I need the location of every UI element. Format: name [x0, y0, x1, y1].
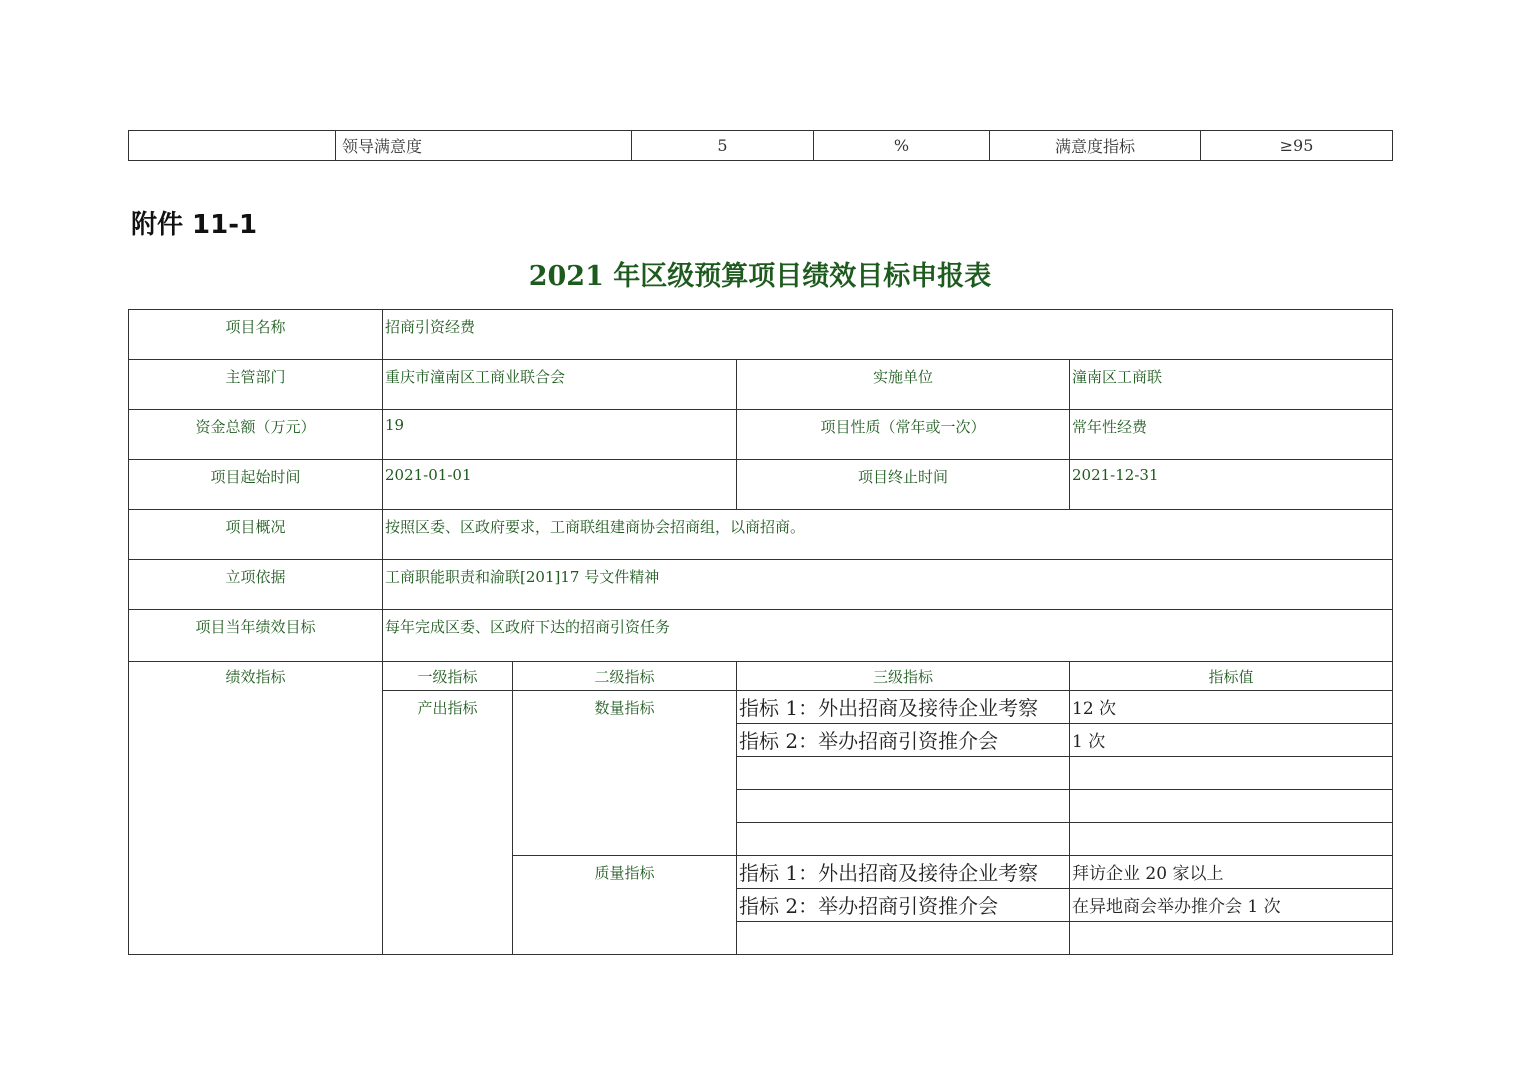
- basis-label: 立项依据: [129, 560, 383, 610]
- weight-cell: 5: [632, 131, 814, 161]
- table-row: [129, 310, 1393, 360]
- project-name-label: 项目名称: [129, 310, 383, 360]
- level3-indicator-cell: 指标 1：外出招商及接待企业考察: [737, 691, 1070, 724]
- overview-value: 按照区委、区政府要求，工商联组建商协会招商组，以商招商。: [383, 510, 1393, 560]
- quality-indicator-cell: 质量指标: [513, 856, 737, 955]
- indicator-value-cell: 在异地商会举办推介会 1 次: [1070, 889, 1393, 922]
- attachment-label: 附件 11-1: [131, 210, 258, 240]
- indicator-value-cell: [1070, 790, 1393, 823]
- impl-unit-value: 潼南区工商联: [1070, 360, 1393, 410]
- table-row: [129, 410, 1393, 460]
- unit-cell: %: [814, 131, 990, 161]
- level3-indicator-cell: 指标 2：举办招商引资推介会: [737, 889, 1070, 922]
- annual-goal-value: 每年完成区委、区政府下达的招商引资任务: [383, 610, 1393, 662]
- fund-value: 19: [383, 410, 737, 460]
- dept-value: 重庆市潼南区工商业联合会: [383, 360, 737, 410]
- quantity-indicator-cell: 数量指标: [513, 691, 737, 856]
- table-row: [129, 460, 1393, 510]
- nature-label: 项目性质（常年或一次）: [737, 410, 1070, 460]
- indicator-value-cell: [1070, 823, 1393, 856]
- end-time-value: 2021-12-31: [1070, 460, 1393, 510]
- empty-cell: [129, 131, 336, 161]
- indicator-value-cell: [1070, 757, 1393, 790]
- start-time-label: 项目起始时间: [129, 460, 383, 510]
- value-header: 指标值: [1070, 662, 1393, 691]
- budget-performance-form: [128, 309, 1393, 955]
- table-row: [129, 360, 1393, 410]
- table-row: [129, 662, 1393, 691]
- overview-label: 项目概况: [129, 510, 383, 560]
- level3-indicator-cell: [737, 790, 1070, 823]
- fund-label: 资金总额（万元）: [129, 410, 383, 460]
- level3-indicator-cell: 指标 2：举办招商引资推介会: [737, 724, 1070, 757]
- indicator-value-cell: [1070, 922, 1393, 955]
- start-time-value: 2021-01-01: [383, 460, 737, 510]
- performance-label: 绩效指标: [129, 662, 383, 955]
- dept-label: 主管部门: [129, 360, 383, 410]
- nature-value: 常年性经费: [1070, 410, 1393, 460]
- impl-unit-label: 实施单位: [737, 360, 1070, 410]
- table-row: [129, 610, 1393, 662]
- previous-table-tail: [128, 130, 1393, 161]
- level3-indicator-cell: [737, 757, 1070, 790]
- end-time-label: 项目终止时间: [737, 460, 1070, 510]
- level3-header: 三级指标: [737, 662, 1070, 691]
- indicator-type-cell: 满意度指标: [990, 131, 1201, 161]
- level3-indicator-cell: 指标 1：外出招商及接待企业考察: [737, 856, 1070, 889]
- level1-header: 一级指标: [383, 662, 513, 691]
- indicator-value-cell: 1 次: [1070, 724, 1393, 757]
- output-indicator-cell: 产出指标: [383, 691, 513, 955]
- indicator-value-cell: 拜访企业 20 家以上: [1070, 856, 1393, 889]
- annual-goal-label: 项目当年绩效目标: [129, 610, 383, 662]
- level3-indicator-cell: [737, 823, 1070, 856]
- table-row: [129, 510, 1393, 560]
- indicator-name-cell: 领导满意度: [336, 131, 632, 161]
- indicator-value-cell: 12 次: [1070, 691, 1393, 724]
- table-row: [129, 131, 1393, 161]
- level3-indicator-cell: [737, 922, 1070, 955]
- level2-header: 二级指标: [513, 662, 737, 691]
- table-row: [129, 560, 1393, 610]
- form-title: 2021 年区级预算项目绩效目标申报表: [528, 261, 992, 292]
- project-name-value: 招商引资经费: [383, 310, 1393, 360]
- basis-value: 工商职能职责和渝联[201]17 号文件精神: [383, 560, 1393, 610]
- indicator-value-cell: ≥95: [1201, 131, 1393, 161]
